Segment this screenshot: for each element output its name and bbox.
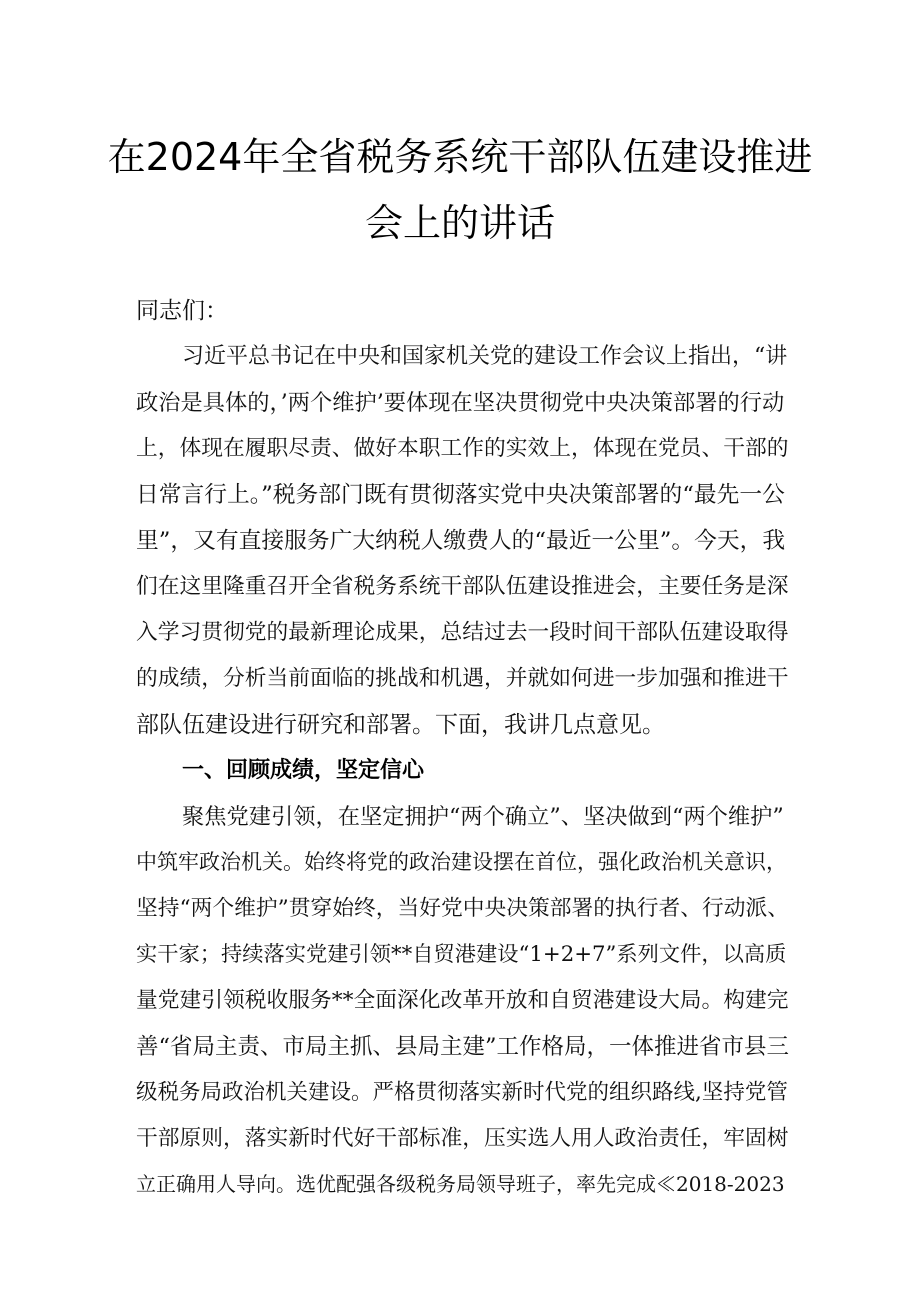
paragraph-2-line-5: 量党建引领税收服务**全面深化改革开放和自贸港建设大局。构建完	[136, 988, 789, 1013]
paragraph-2-line-2: 中筑牢政治机关。始终将党的政治建设摆在首位，强化政治机关意识，	[136, 850, 787, 874]
paragraph-2-line-8: 干部原则，落实新时代好干部标准，压实选人用人政治责任，牢固树	[136, 1126, 789, 1151]
paragraph-1-line-2: 政治是具体的，’两个维护’要体现在坚决贯彻党中央决策部署的行动	[136, 390, 785, 416]
paragraph-2-line-3: 坚持“两个维护”贯穿始终，当好党中央决策部署的执行者、行动派、	[136, 896, 789, 921]
paragraph-1-line-1: 习近平总书记在中央和国家机关党的建设工作会议上指出，“讲	[182, 344, 788, 369]
paragraph-1-line-6: 们在这里隆重召开全省税务系统干部队伍建设推进会，主要任务是深	[136, 574, 789, 599]
paragraph-1-line-4: 日常言行上。”税务部门既有贯彻落实党中央决策部署的“最先一公	[136, 482, 785, 508]
document-title-line-2: 会上的讲话	[364, 201, 555, 245]
paragraph-2-line-6: 善“省局主责、市局主抓、县局主建”工作格局，一体推进省市县三	[136, 1034, 790, 1060]
document-title-line-1: 在2024年全省税务系统干部队伍建设推进	[107, 135, 813, 179]
section-heading-1: 一、回顾成绩，坚定信心	[182, 758, 425, 783]
paragraph-1-line-8: 的成绩，分析当前面临的挑战和机遇，并就如何进一步加强和推进干	[136, 666, 789, 691]
paragraph-2-line-4: 实干家；持续落实党建引领**自贸港建设“1+2+7”系列文件，以高质	[136, 942, 787, 967]
paragraph-2-line-7: 级税务局政治机关建设。严格贯彻落实新时代党的组织路线,坚持党管	[136, 1080, 788, 1105]
paragraph-1-line-5: 里”，又有直接服务广大纳税人缴费人的“最近一公里”。今天，我	[136, 528, 786, 554]
paragraph-2-line-9: 立正确用人导向。选优配强各级税务局领导班子，率先完成≪2018-2023	[136, 1172, 785, 1196]
salutation: 同志们：	[136, 298, 228, 324]
paragraph-2-line-1: 聚焦党建引领，在坚定拥护“两个确立”、坚决做到“两个维护”	[182, 804, 784, 830]
paragraph-1-line-7: 入学习贯彻党的最新理论成果，总结过去一段时间干部队伍建设取得	[136, 620, 789, 645]
paragraph-1-line-9: 部队伍建设进行研究和部署。下面，我讲几点意见。	[136, 712, 665, 738]
paragraph-1-line-3: 上，体现在履职尽责、做好本职工作的实效上，体现在党员、干部的	[136, 436, 789, 461]
